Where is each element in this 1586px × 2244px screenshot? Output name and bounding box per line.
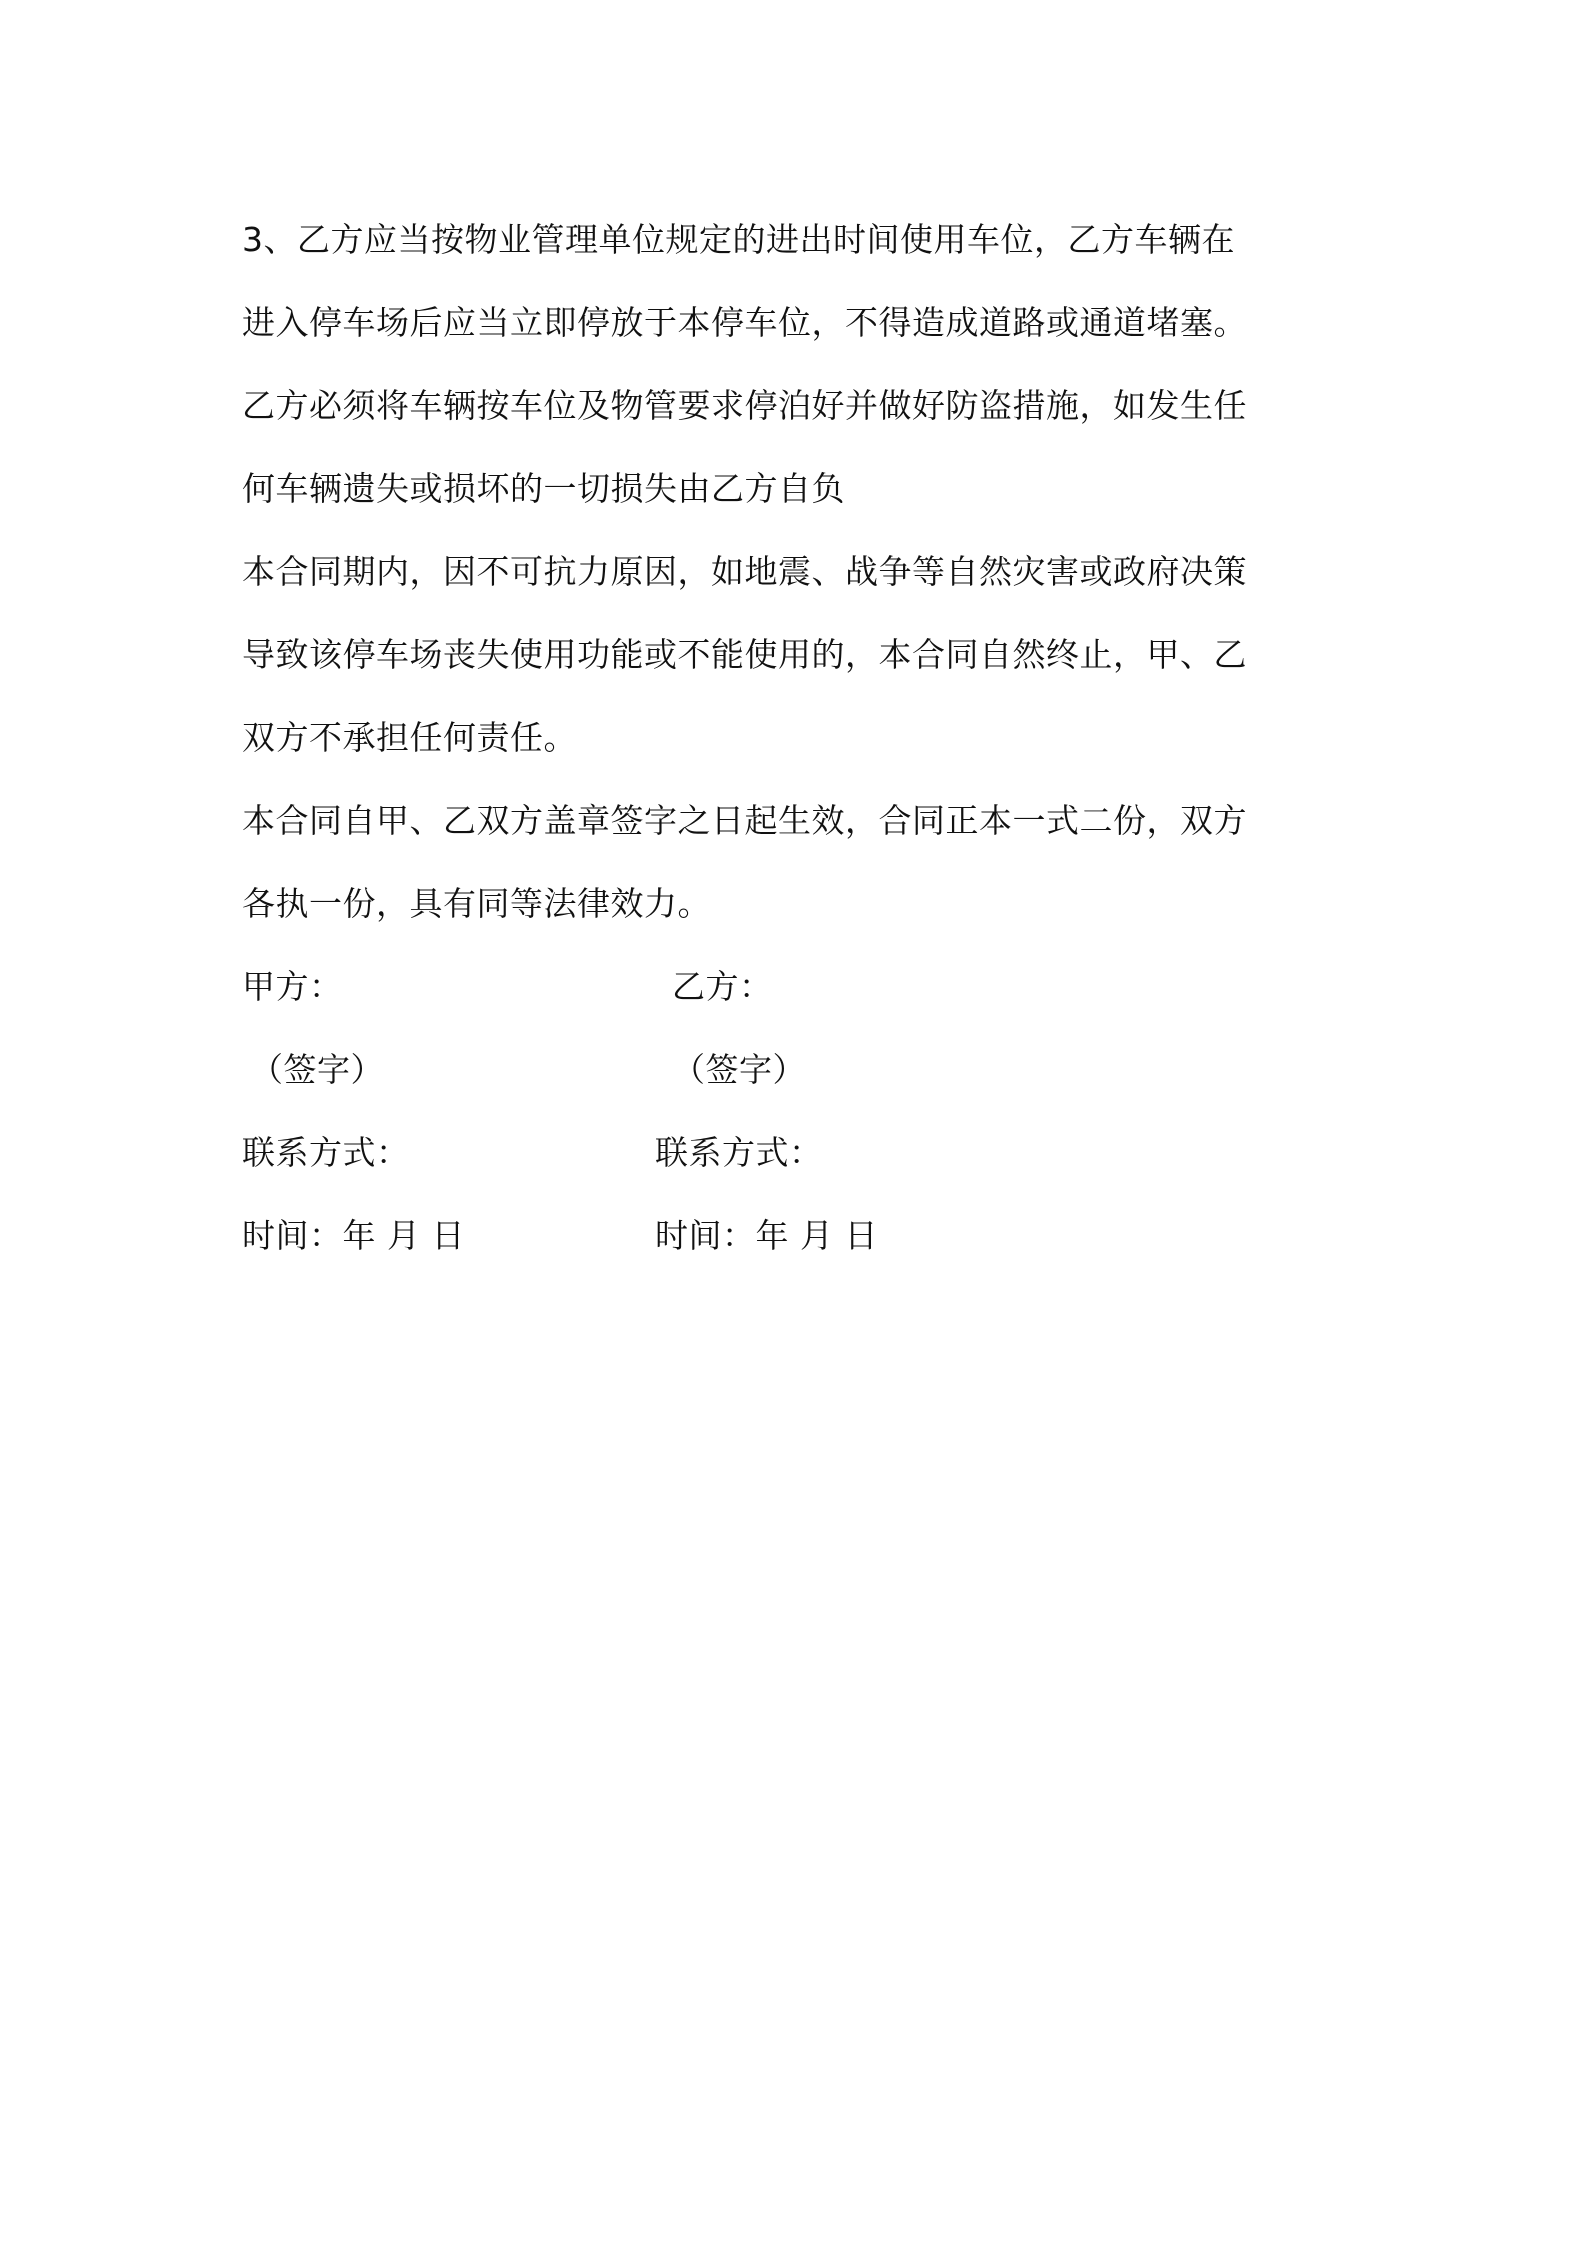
text-line: 导致该停车场丧失使用功能或不能使用的，本合同自然终止，甲、乙 xyxy=(242,635,1247,674)
text-line: 乙方必须将车辆按车位及物管要求停泊好并做好防盗措施，如发生任 xyxy=(242,386,1247,425)
signature-sign-row xyxy=(242,1028,1362,1111)
text-line: 何车辆遗失或损坏的一切损失由乙方自负 xyxy=(242,469,845,508)
party-a-contact-label: 联系方式： xyxy=(242,1133,410,1172)
party-b-label: 乙方： xyxy=(672,967,773,1006)
party-a-date-label: 时间：年 月 日 xyxy=(242,1216,465,1255)
party-b-date-label: 时间：年 月 日 xyxy=(655,1216,878,1255)
text-line: 双方不承担任何责任。 xyxy=(242,718,577,757)
party-a-sign-label: （签字） xyxy=(250,1050,384,1089)
party-b-sign-label: （签字） xyxy=(672,1050,806,1089)
signature-party-row xyxy=(242,945,1362,1028)
text-line: 本合同自甲、乙双方盖章签字之日起生效，合同正本一式二份，双方 xyxy=(242,801,1247,840)
paragraph-effectiveness xyxy=(242,779,1362,945)
text-line: 进入停车场后应当立即停放于本停车位，不得造成道路或通道堵塞。 xyxy=(242,303,1247,342)
signature-block xyxy=(242,945,1362,1277)
signature-contact-row xyxy=(242,1111,1362,1194)
document-body xyxy=(242,198,1362,1277)
party-a-label: 甲方： xyxy=(242,967,343,1006)
paragraph-parking-rules xyxy=(242,198,1362,530)
text-line: 各执一份，具有同等法律效力。 xyxy=(242,884,711,923)
party-b-contact-label: 联系方式： xyxy=(655,1133,823,1172)
text-line: 3、乙方应当按物业管理单位规定的进出时间使用车位，乙方车辆在 xyxy=(242,220,1235,259)
signature-date-row xyxy=(242,1194,1362,1277)
paragraph-force-majeure xyxy=(242,530,1362,779)
text-line: 本合同期内，因不可抗力原因，如地震、战争等自然灾害或政府决策 xyxy=(242,552,1247,591)
